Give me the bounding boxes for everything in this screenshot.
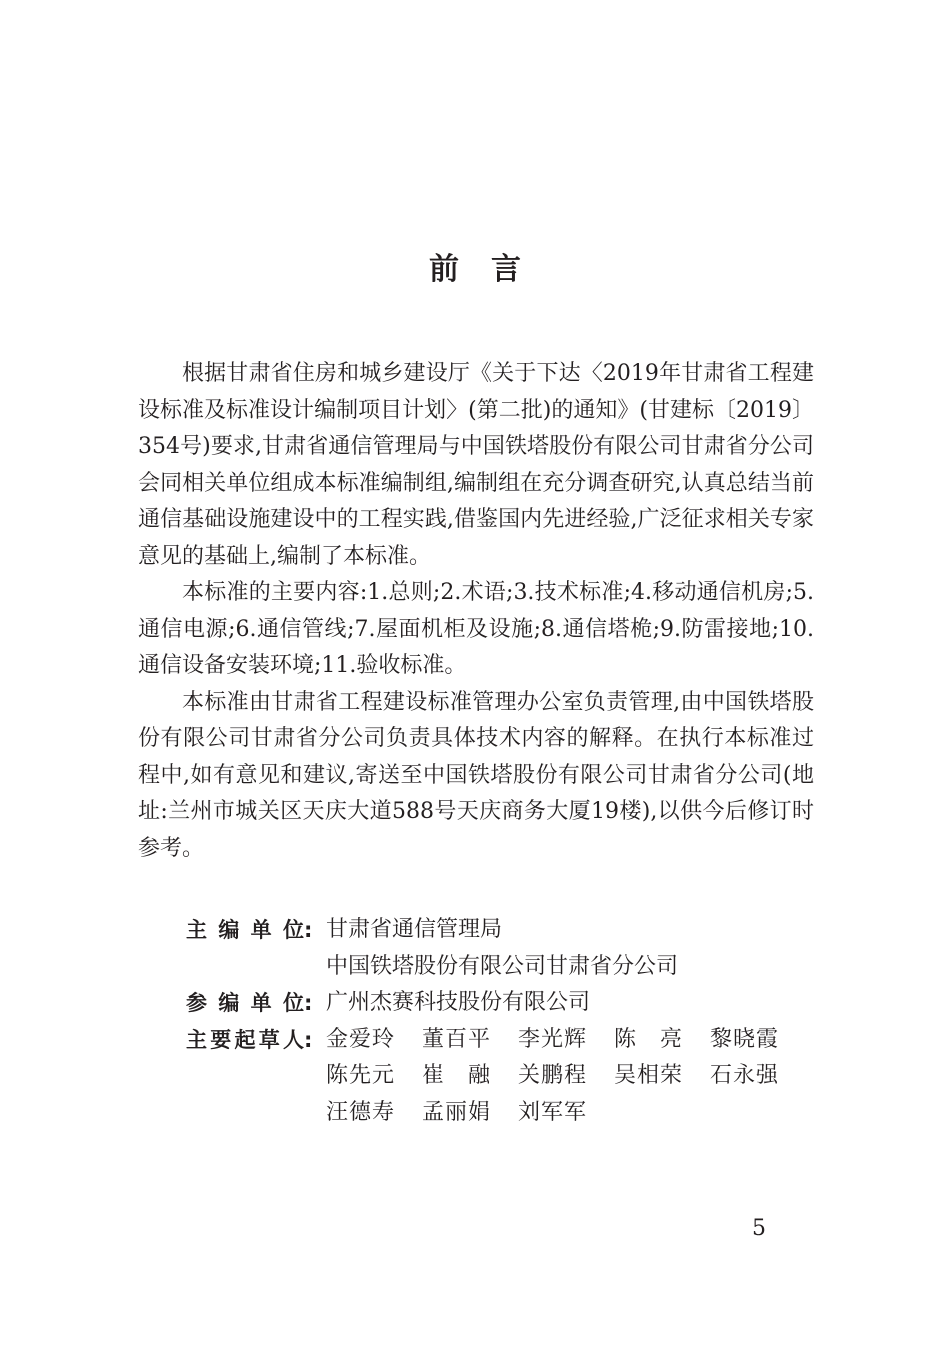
paragraph-2: 本标准的主要内容:1.总则;2.术语;3.技术标准;4.移动通信机房;5.通信电源;6.通信管线;7.屋面机柜及设施;8.通信塔桅;9.防雷接地;10.通信设备安装环境;11.验收标准。 <box>138 580 814 678</box>
drafter-name: 刘军军 <box>518 1099 586 1125</box>
drafters-list <box>326 1022 816 1132</box>
drafter-name: 李光辉 <box>518 1026 586 1052</box>
paragraph-3: 本标准由甘肃省工程建设标准管理办公室负责管理,由中国铁塔股份有限公司甘肃省分公司负责具体技术内容的解释。在执行本标准过程中,如有意见和建议,寄送至中国铁塔股份有限公司甘肃省分公司(地址:兰州市城关区天庆大道588号天庆商务大厦19楼),以供今后修订时参考。 <box>138 689 814 861</box>
chief-unit-2: 中国铁塔股份有限公司甘肃省分公司 <box>326 953 679 979</box>
paragraph-1: 根据甘肃省住房和城乡建设厅《关于下达〈2019年甘肃省工程建设标准及标准设计编制项目计划〉(第二批)的通知》(甘建标〔2019〕354号)要求,甘肃省通信管理局与中国铁塔股份有限公司甘肃省分公司会同相关单位组成本标准编制组,编制组在充分调查研究,认真总结当前通信基础设施建设中的工程实践,借鉴国内先进经验,广泛征求相关专家意见的基础上,编制了本标准。 <box>138 361 814 569</box>
drafter-name: 崔融 <box>422 1063 490 1088</box>
chief-editor-row <box>186 912 816 985</box>
drafter-name: 石永强 <box>710 1063 778 1088</box>
drafter-name: 吴相荣 <box>614 1063 682 1088</box>
drafters-label: 主要起草人 <box>186 1027 304 1052</box>
drafter-name: 陈先元 <box>326 1063 394 1088</box>
participant-label: 参编单位 <box>186 991 304 1015</box>
label-colon: : <box>304 1027 313 1052</box>
preface-body <box>138 356 814 867</box>
credits-block <box>186 912 816 1131</box>
chief-editor-label: 主编单位 <box>186 918 304 942</box>
drafter-name: 陈亮 <box>614 1026 682 1052</box>
participant-row <box>186 985 816 1022</box>
chief-unit-1: 甘肃省通信管理局 <box>326 917 503 942</box>
drafter-name: 董百平 <box>422 1026 490 1052</box>
label-colon: : <box>304 991 313 1015</box>
drafters-row <box>186 1022 816 1132</box>
participant-unit-1: 广州杰赛科技股份有限公司 <box>326 990 591 1015</box>
drafter-name: 孟丽娟 <box>422 1099 490 1125</box>
drafter-name: 黎晓霞 <box>710 1026 778 1052</box>
page-number: 5 <box>752 1216 766 1241</box>
page-title: 前言 <box>429 252 553 287</box>
drafter-name: 汪德寿 <box>326 1099 394 1125</box>
drafter-name: 金爱玲 <box>326 1026 394 1052</box>
drafter-name: 关鹏程 <box>518 1063 586 1088</box>
label-colon: : <box>304 918 313 942</box>
